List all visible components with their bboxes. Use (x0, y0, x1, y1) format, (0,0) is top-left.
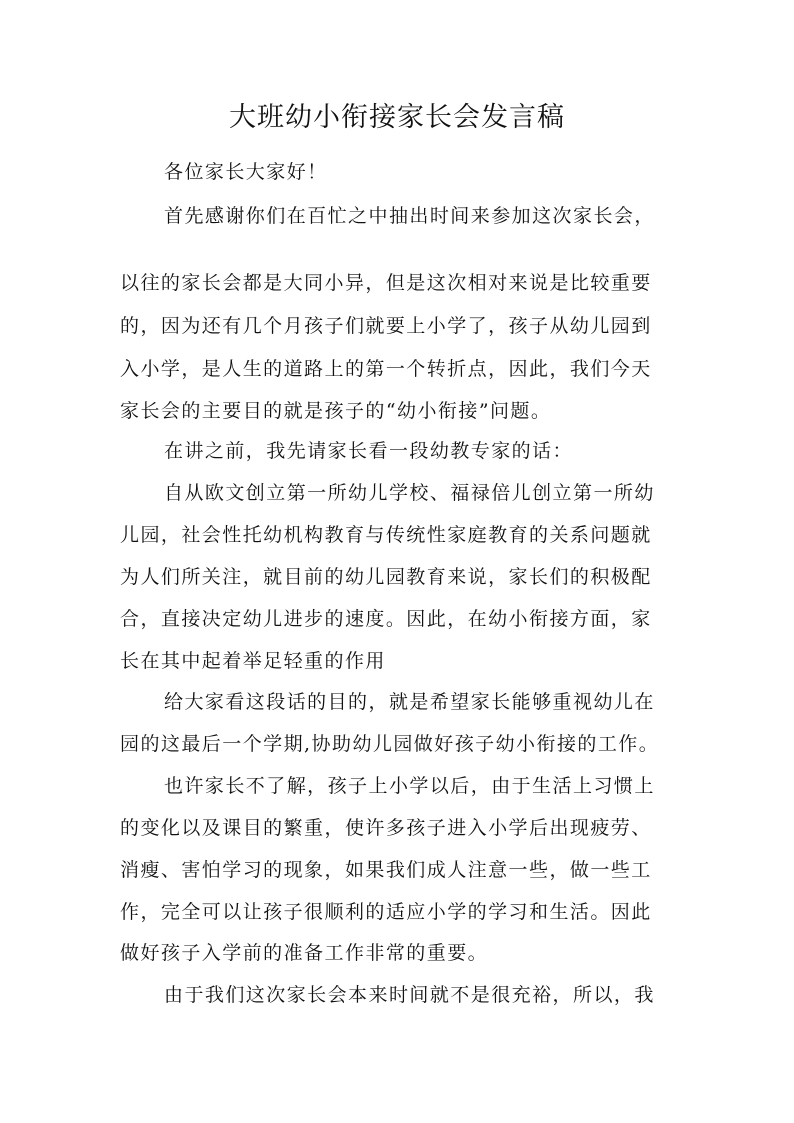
quote-line: 为人们所关注，就目前的幼儿园教育来说，家长们的积极配 (120, 566, 652, 588)
paragraph-line: 作，完全可以让孩子很顺利的适应小学的学习和生活。因此 (120, 901, 652, 923)
paragraph-line: 做好孩子入学前的准备工作非常的重要。 (120, 942, 489, 964)
paragraph-line: 家长会的主要目的就是孩子的“幼小衔接”问题。 (120, 400, 552, 422)
paragraph-line: 在讲之前，我先请家长看一段幼教专家的话： (164, 440, 574, 462)
paragraph-line: 以往的家长会都是大同小异，但是这次相对来说是比较重要 (120, 272, 652, 294)
quote-line: 长在其中起着举足轻重的作用 (120, 650, 386, 672)
paragraph-line: 入小学，是人生的道路上的第一个转折点，因此，我们今天 (120, 358, 652, 380)
paragraph-line: 消瘦、害怕学习的现象，如果我们成人注意一些，做一些工 (120, 859, 652, 881)
paragraph-line: 的，因为还有几个月孩子们就要上小学了，孩子从幼儿园到 (120, 315, 652, 337)
paragraph-line: 给大家看这段话的目的，就是希望家长能够重视幼儿在 (164, 691, 655, 713)
paragraph-line: 由于我们这次家长会本来时间就不是很充裕，所以，我 (164, 984, 655, 1006)
paragraph-line: 首先感谢你们在百忙之中抽出时间来参加这次家长会， (164, 205, 655, 227)
paragraph-line: 的变化以及课目的繁重，使许多孩子进入小学后出现疲劳、 (120, 817, 652, 839)
paragraph-line: 也许家长不了解，孩子上小学以后，由于生活上习惯上 (164, 775, 655, 797)
document-title: 大班幼小衔接家长会发言稿 (229, 102, 565, 133)
quote-line: 自从欧文创立第一所幼儿学校、福禄倍儿创立第一所幼 (164, 482, 655, 504)
greeting-line: 各位家长大家好！ (164, 161, 328, 183)
quote-line: 儿园，社会性托幼机构教育与传统性家庭教育的关系问题就 (120, 524, 652, 546)
quote-line: 合，直接决定幼儿进步的速度。因此，在幼小衔接方面，家 (120, 608, 652, 630)
paragraph-line: 园的这最后一个学期,协助幼儿园做好孩子幼小衔接的工作。 (120, 733, 660, 755)
